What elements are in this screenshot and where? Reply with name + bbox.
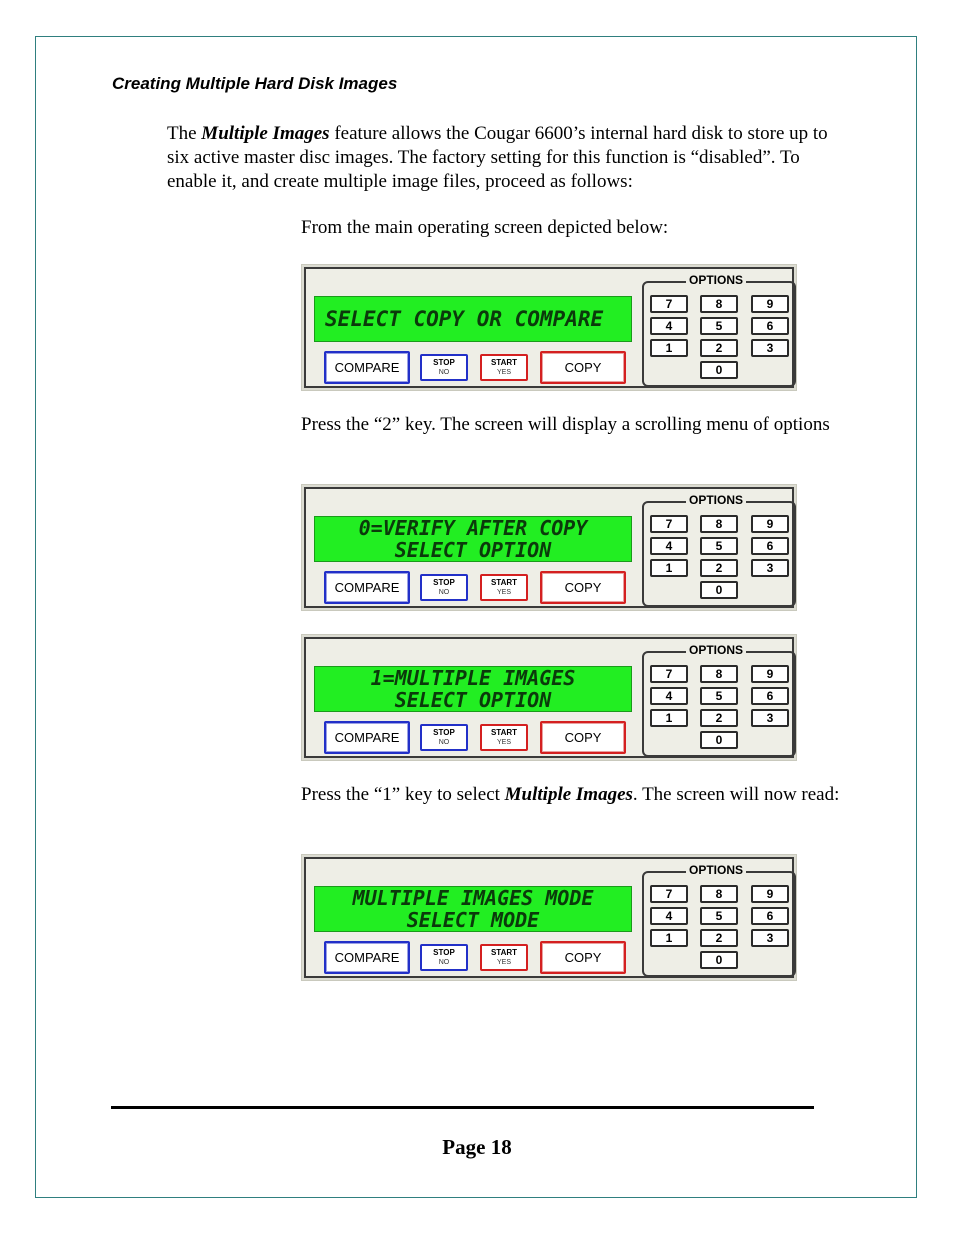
key-8[interactable]: 8 xyxy=(700,515,738,533)
key-5[interactable]: 5 xyxy=(700,687,738,705)
lcd-display xyxy=(314,666,632,712)
lcd-display xyxy=(314,886,632,932)
lcd-display xyxy=(314,516,632,562)
stop-no-button[interactable]: STOP NO xyxy=(420,354,468,381)
panel-frame xyxy=(304,487,794,608)
start-yes-button[interactable]: START YES xyxy=(480,724,528,751)
key-9[interactable]: 9 xyxy=(751,515,789,533)
footer-rule xyxy=(111,1106,814,1109)
key-2[interactable]: 2 xyxy=(700,929,738,947)
copy-button[interactable]: COPY xyxy=(540,941,626,974)
lcd-line-1: MULTIPLE IMAGES MODE xyxy=(352,886,594,910)
key-7[interactable]: 7 xyxy=(650,295,688,313)
compare-button[interactable]: COMPARE xyxy=(324,721,410,754)
page-number: Page 18 xyxy=(442,1135,512,1159)
start-yes-button[interactable]: START YES xyxy=(480,944,528,971)
options-label: OPTIONS xyxy=(686,493,746,507)
intro-paragraph: The Multiple Images feature allows the Cougar 6600’s internal hard disk to store up to six active master disc images. The factory setting for this function is “disabled”. To enable it, and create multiple image files, proceed as follows: xyxy=(167,123,828,192)
section-heading: Creating Multiple Hard Disk Images xyxy=(112,74,398,93)
key-8[interactable]: 8 xyxy=(700,885,738,903)
lcd-line-2: SELECT OPTION xyxy=(394,538,552,562)
feature-name: Multiple Images xyxy=(504,784,633,805)
control-panel-multiple-images-option xyxy=(301,634,797,761)
panel-frame xyxy=(304,267,794,388)
key-0[interactable]: 0 xyxy=(700,361,738,379)
key-4[interactable]: 4 xyxy=(650,907,688,925)
step-1-text: From the main operating screen depicted below: xyxy=(301,217,669,238)
key-2[interactable]: 2 xyxy=(700,709,738,727)
key-8[interactable]: 8 xyxy=(700,295,738,313)
stop-no-button[interactable]: STOP NO xyxy=(420,944,468,971)
options-label: OPTIONS xyxy=(686,273,746,287)
key-0[interactable]: 0 xyxy=(700,951,738,969)
key-2[interactable]: 2 xyxy=(700,559,738,577)
key-7[interactable]: 7 xyxy=(650,665,688,683)
key-1[interactable]: 1 xyxy=(650,709,688,727)
lcd-line-1: SELECT COPY OR COMPARE xyxy=(325,307,604,331)
feature-name: Multiple Images xyxy=(201,123,330,144)
panel-frame xyxy=(304,857,794,978)
key-7[interactable]: 7 xyxy=(650,885,688,903)
options-keypad xyxy=(642,863,796,977)
key-5[interactable]: 5 xyxy=(700,537,738,555)
compare-button[interactable]: COMPARE xyxy=(324,571,410,604)
start-yes-button[interactable]: START YES xyxy=(480,574,528,601)
control-panel-verify-screen xyxy=(301,484,797,611)
options-label: OPTIONS xyxy=(686,863,746,877)
copy-button[interactable]: COPY xyxy=(540,351,626,384)
compare-button[interactable]: COMPARE xyxy=(324,351,410,384)
key-3[interactable]: 3 xyxy=(751,559,789,577)
key-1[interactable]: 1 xyxy=(650,559,688,577)
key-6[interactable]: 6 xyxy=(751,907,789,925)
key-5[interactable]: 5 xyxy=(700,317,738,335)
key-8[interactable]: 8 xyxy=(700,665,738,683)
control-panel-main-screen xyxy=(301,264,797,391)
key-3[interactable]: 3 xyxy=(751,929,789,947)
key-0[interactable]: 0 xyxy=(700,581,738,599)
lcd-display xyxy=(314,296,632,342)
options-label: OPTIONS xyxy=(686,643,746,657)
step-2-text: Press the “2” key. The screen will display a scrolling menu of options xyxy=(301,414,830,435)
step-3-text: Press the “1” key to select Multiple Images. The screen will now read: xyxy=(301,784,840,805)
copy-button[interactable]: COPY xyxy=(540,571,626,604)
control-panel-multiple-images-mode xyxy=(301,854,797,981)
key-3[interactable]: 3 xyxy=(751,339,789,357)
key-9[interactable]: 9 xyxy=(751,665,789,683)
key-1[interactable]: 1 xyxy=(650,929,688,947)
lcd-line-1: 1=MULTIPLE IMAGES xyxy=(370,666,576,690)
lcd-line-1: 0=VERIFY AFTER COPY xyxy=(358,516,588,540)
key-6[interactable]: 6 xyxy=(751,317,789,335)
stop-no-button[interactable]: STOP NO xyxy=(420,724,468,751)
key-5[interactable]: 5 xyxy=(700,907,738,925)
options-keypad xyxy=(642,273,796,387)
stop-no-button[interactable]: STOP NO xyxy=(420,574,468,601)
key-3[interactable]: 3 xyxy=(751,709,789,727)
key-0[interactable]: 0 xyxy=(700,731,738,749)
options-keypad xyxy=(642,493,796,607)
key-1[interactable]: 1 xyxy=(650,339,688,357)
key-6[interactable]: 6 xyxy=(751,687,789,705)
key-6[interactable]: 6 xyxy=(751,537,789,555)
panel-frame xyxy=(304,637,794,758)
lcd-line-2: SELECT OPTION xyxy=(394,688,552,712)
options-keypad xyxy=(642,643,796,757)
compare-button[interactable]: COMPARE xyxy=(324,941,410,974)
key-4[interactable]: 4 xyxy=(650,687,688,705)
start-yes-button[interactable]: START YES xyxy=(480,354,528,381)
key-4[interactable]: 4 xyxy=(650,537,688,555)
lcd-line-2: SELECT MODE xyxy=(406,908,540,932)
key-4[interactable]: 4 xyxy=(650,317,688,335)
key-9[interactable]: 9 xyxy=(751,295,789,313)
key-2[interactable]: 2 xyxy=(700,339,738,357)
page-border xyxy=(35,36,917,1198)
key-9[interactable]: 9 xyxy=(751,885,789,903)
key-7[interactable]: 7 xyxy=(650,515,688,533)
copy-button[interactable]: COPY xyxy=(540,721,626,754)
